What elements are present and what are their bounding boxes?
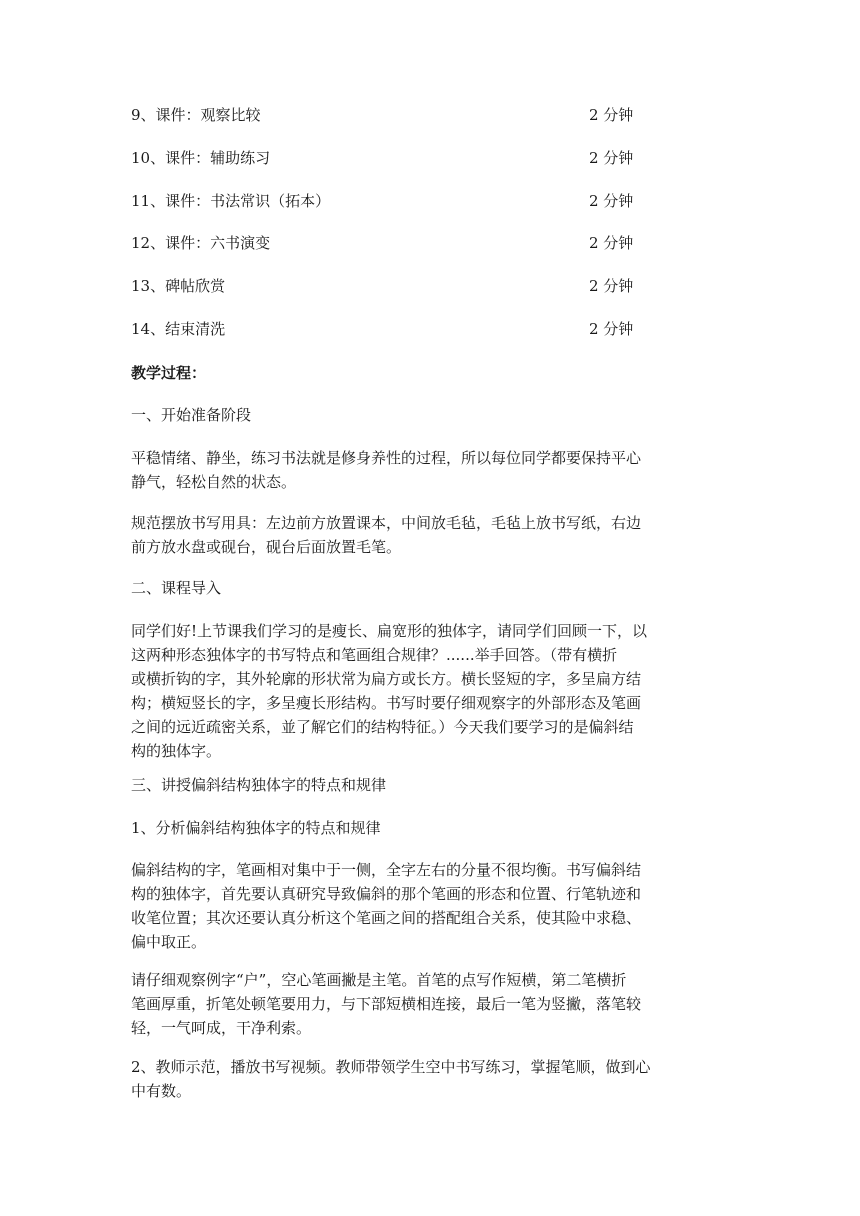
schedule-duration: 2 分钟	[589, 234, 634, 252]
schedule-row	[131, 146, 731, 170]
paragraph	[131, 446, 731, 494]
paragraph-line: 规范摆放书写用具：左边前方放置课本，中间放毛毡，毛毡上放书写纸，右边	[131, 514, 642, 532]
schedule-duration: 2 分钟	[589, 192, 634, 210]
paragraph-line: 前方放水盘或砚台，砚台后面放置毛笔。	[131, 538, 402, 556]
schedule-item: 12、课件：六书演变	[131, 234, 271, 252]
paragraph	[131, 858, 731, 954]
paragraph-line: 静气，轻松自然的状态。	[131, 473, 297, 491]
schedule-item: 10、课件：辅助练习	[131, 149, 271, 167]
section-title: 二、课程导入	[131, 579, 222, 597]
paragraph-line: 同学们好!上节课我们学习的是瘦长、扁宽形的独体字，请同学们回顾一下，以	[131, 622, 648, 640]
paragraph-line: 2、教师示范，播放书写视频。教师带领学生空中书写练习，掌握笔顺，做到心	[131, 1058, 651, 1076]
subsection-title: 1、分析偏斜结构独体字的特点和规律	[131, 819, 381, 837]
paragraph	[131, 1055, 731, 1103]
schedule-item: 11、课件：书法常识（拓本）	[131, 192, 331, 210]
paragraph	[131, 511, 731, 559]
paragraph-line: 构的独体字，首先要认真研究导致偏斜的那个笔画的形态和位置、行笔轨迹和	[131, 885, 642, 903]
paragraph-line: 中有数。	[131, 1082, 192, 1100]
paragraph-line: 收笔位置；其次还要认真分析这个笔画之间的搭配组合关系，使其险中求稳、	[131, 909, 642, 927]
paragraph-line: 偏斜结构的字，笔画相对集中于一侧，全字左右的分量不很均衡。书写偏斜结	[131, 861, 642, 879]
schedule-row	[131, 231, 731, 255]
paragraph-line: 请仔细观察例字“户”，空心笔画撇是主笔。首笔的点写作短横，第二笔横折	[131, 971, 627, 989]
paragraph-line: 偏中取正。	[131, 933, 207, 951]
paragraph-line: 这两种形态独体字的书写特点和笔画组合规律？......举手回答。（带有横折	[131, 646, 618, 664]
paragraph-line: 笔画厚重，折笔处顿笔要用力，与下部短横相连接，最后一笔为竖撇，落笔较	[131, 995, 642, 1013]
paragraph-line: 之间的远近疏密关系，並了解它们的结构特征。）今天我们要学习的是偏斜结	[131, 718, 634, 736]
paragraph-line: 平稳情绪、静坐，练习书法就是修身养性的过程，所以每位同学都要保持平心	[131, 449, 642, 467]
paragraph-line: 轻，一气呵成，干净利索。	[131, 1019, 312, 1037]
schedule-duration: 2 分钟	[589, 320, 634, 338]
process-heading: 教学过程：	[131, 364, 207, 382]
paragraph-line: 或横折钩的字，其外轮廓的形状常为扁方或长方。横长竖短的字，多呈扁方结	[131, 670, 642, 688]
schedule-item: 13、碑帖欣赏	[131, 277, 226, 295]
schedule-duration: 2 分钟	[589, 149, 634, 167]
paragraph	[131, 619, 731, 763]
schedule-duration: 2 分钟	[589, 106, 634, 124]
paragraph-line: 构的独体字。	[131, 742, 222, 760]
schedule-duration: 2 分钟	[589, 277, 634, 295]
schedule-row	[131, 189, 731, 213]
schedule-row	[131, 274, 731, 298]
schedule-row	[131, 317, 731, 341]
schedule-item: 9、课件：观察比较	[131, 106, 261, 124]
paragraph-line: 构；横短竖长的字，多呈瘦长形结构。书写时要仔细观察字的外部形态及笔画	[131, 694, 642, 712]
paragraph	[131, 968, 731, 1040]
section-title: 一、开始准备阶段	[131, 406, 252, 424]
schedule-item: 14、结束清洗	[131, 320, 226, 338]
schedule-row	[131, 103, 731, 127]
section-title: 三、讲授偏斜结构独体字的特点和规律	[131, 776, 387, 794]
